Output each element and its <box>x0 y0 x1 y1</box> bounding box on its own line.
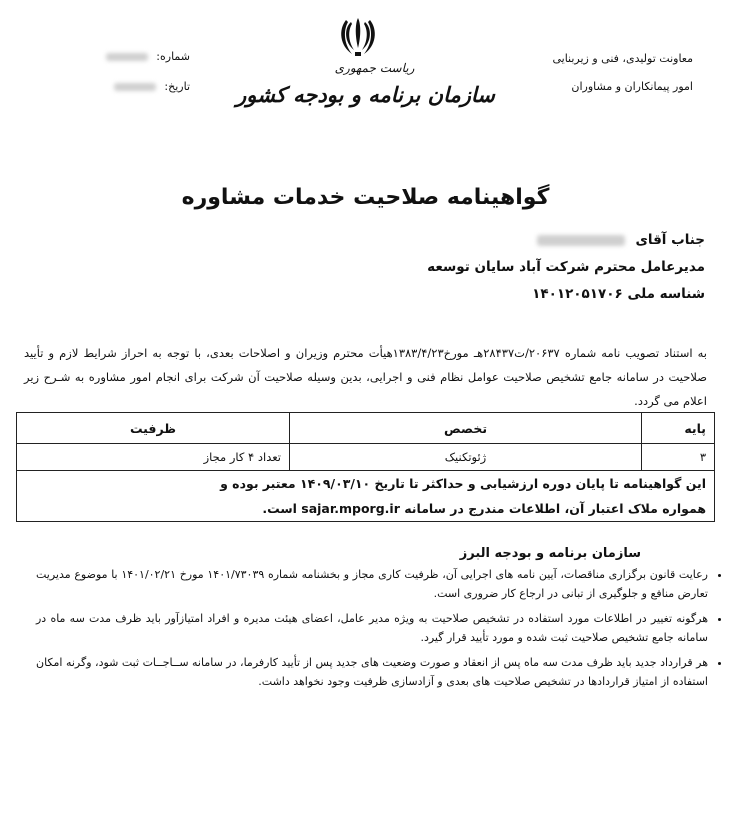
presidency-label: ریاست جمهوری <box>334 61 415 75</box>
organization-logo-text: سازمان برنامه و بودجه کشور <box>236 82 495 107</box>
header-capacity: ظرفیت <box>17 413 290 444</box>
notes-list <box>36 565 724 697</box>
date-label: تاریخ: <box>164 80 190 93</box>
iran-emblem-icon <box>338 14 378 58</box>
redacted-number <box>106 53 148 61</box>
validity-line-1: این گواهینامه تا پایان دوره ارزشیابی و حداکثر تا تاریخ ۱۴۰۹/۰۳/۱۰ معتبر بوده و <box>220 476 706 491</box>
national-id: شناسه ملی ۱۴۰۱۲۰۵۱۷۰۶ <box>532 286 705 302</box>
validity-row <box>17 471 715 522</box>
number-label: شماره: <box>156 50 190 63</box>
cell-specialty: ژئوتکنیک <box>290 444 642 471</box>
header-specialty: تخصص <box>290 413 642 444</box>
addressee-position: مدیرعامل محترم شرکت آباد سایان توسعه <box>427 259 705 275</box>
signer: سازمان برنامه و بودجه البرز <box>459 546 641 561</box>
header-base: پایه <box>642 413 715 444</box>
department-line-2: امور پیمانکاران و مشاوران <box>571 80 693 93</box>
list-item: • هرگونه تغییر در اطلاعات مورد استفاده در تشخیص صلاحیت به ویژه مدیر عامل، اعضای هیئت مدیره و افراد امتیازآور باید ظرف مدت سه ماه در سامانه جامع تشخیص صلاحیت ثبت شده و مورد تأیید قرار گیرد. <box>36 609 708 647</box>
list-item: • رعایت قانون برگزاری مناقصات، آیین نامه های اجرایی آن، ظرفیت کاری مجاز و بخشنامه شماره ۱۴۰۱/۷۳۰۳۹ مورخ ۱۴۰۱/۰۲/۲۱ با موضوع مدیریت تعارض منافع و جلوگیری از تبانی در ارجاع کار ضروری است. <box>36 565 708 603</box>
qualification-table <box>16 412 715 522</box>
addressee-salutation-row <box>305 232 705 248</box>
cell-capacity: تعداد ۴ کار مجاز <box>17 444 290 471</box>
redacted-name <box>537 235 625 246</box>
table-row <box>17 444 715 471</box>
certificate-body: به استناد تصویب نامه شماره ۲۰۶۳۷/ت۲۸۴۳۷هـ مورخ۱۳۸۳/۴/۲۳هیأت محترم وزیران و اصلاحات بعدی، با توجه به احراز شرایط لازم و تأیید صلاحیت در سامانه جامع تشخیص صلاحیت عوامل نظام فنی و اجرایی، بدین وسیله صلاحیت آن شرکت برای انجام امور مشاوره به شـرح زیر اعلام می گردد. <box>24 346 707 408</box>
table-header-row <box>17 413 715 444</box>
list-item: • هر قرارداد جدید باید ظرف مدت سه ماه پس از انعقاد و صورت وضعیت های جدید پس از تأیید کارفرما، در سامانه ســاجــات ثبت شود، وگرنه امکان استفاده از امتیاز قراردادها در تشخیص صلاحیت های بعدی و آزادسازی ظرفیت وجود نخواهد داشت. <box>36 653 708 691</box>
validity-line-2: همواره ملاک اعتبار آن، اطلاعات مندرج در سامانه sajar.mporg.ir است. <box>262 501 706 516</box>
addressee-salutation: جناب آقای <box>635 232 705 248</box>
validity-statement <box>17 471 715 522</box>
cell-base: ۳ <box>642 444 715 471</box>
document-title: گواهینامه صلاحیت خدمات مشاوره <box>181 185 550 210</box>
department-line-1: معاونت تولیدی، فنی و زیربنایی <box>552 52 693 65</box>
